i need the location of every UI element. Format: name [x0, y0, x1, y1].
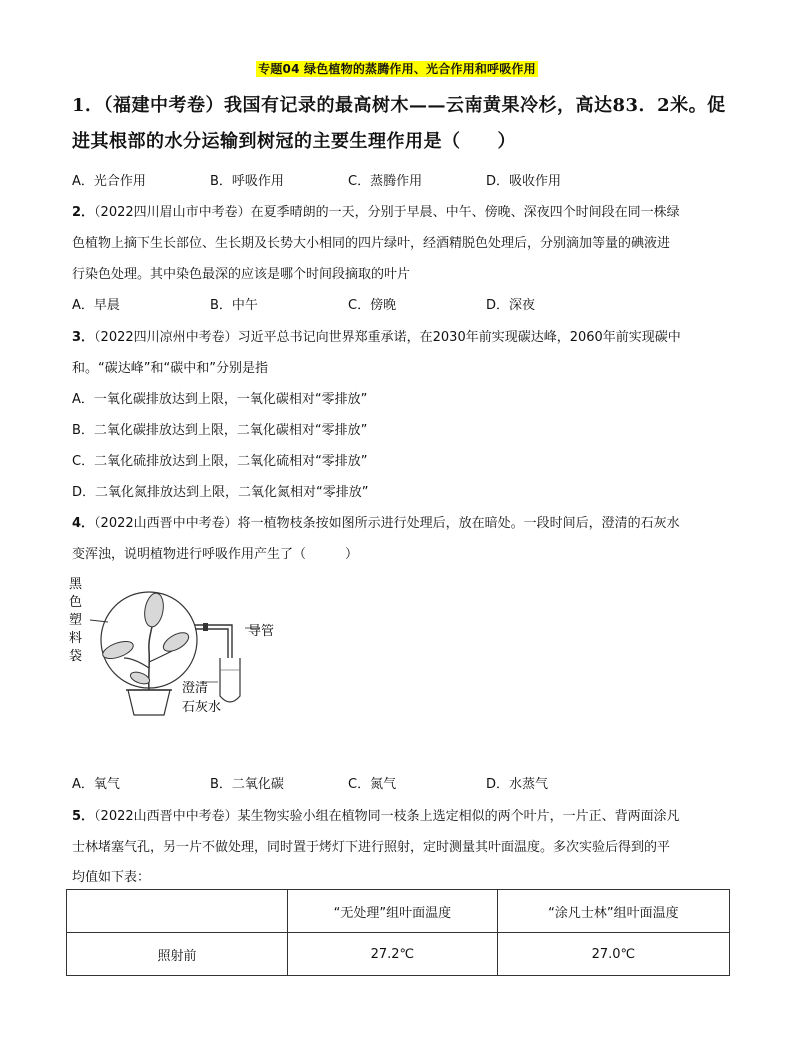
plant-branch-right [149, 650, 174, 662]
q5-number: 5． [72, 809, 95, 824]
q3-number: 3． [72, 330, 95, 345]
plant-branch-left [124, 658, 149, 668]
q2-option-a: A．早晨 [72, 298, 120, 313]
table-header-cell: “涂凡士林”组叶面温度 [497, 890, 729, 933]
bag-label-1: 黑 [69, 577, 83, 592]
q5-line-1 [72, 805, 680, 824]
q4-option-c: C．氮气 [348, 777, 397, 792]
q3-option-d: D．二氧化氮排放达到上限，二氧化氮相对“零排放” [72, 485, 369, 500]
q1-option-d: D．吸收作用 [486, 174, 562, 189]
question-1-text: 1．（福建中考卷）我国有记录的最高树木——云南黄果冷杉，高达83．2米。促进其根部的水分运输到树冠的主要生理作用是（ ） [72, 95, 726, 152]
leaf-right [160, 629, 191, 655]
q1-option-c: C．蒸腾作用 [348, 174, 423, 189]
bag-label-4: 料 [69, 631, 83, 646]
test-tube [220, 658, 240, 702]
page-title [0, 58, 794, 77]
q4-option-d: D．水蒸气 [486, 777, 549, 792]
table-row [67, 933, 730, 976]
bag-label-3: 塑 [69, 613, 83, 628]
q3-option-b: B．二氧化碳排放达到上限，二氧化碳相对“零排放” [72, 423, 368, 438]
q2-line-1-text: （2022四川眉山市中考卷）在夏季晴朗的一天，分别于早晨、中午、傍晚、深夜四个时间段在同一株绿 [94, 205, 680, 220]
limewater-label-1: 澄清 [182, 681, 209, 696]
q3-line-2: 和。“碳达峰”和“碳中和”分别是指 [72, 361, 268, 376]
tube-clamp [203, 623, 208, 631]
q3-line-1 [72, 326, 681, 345]
q4-option-a: A．氧气 [72, 777, 120, 792]
q3-line-1-text: （2022四川凉州中考卷）习近平总书记向世界郑重承诺，在2030年前实现碳达峰，2060年前实现碳中 [94, 330, 681, 345]
table-header-cell [67, 890, 288, 933]
q1-option-b: B．呼吸作用 [210, 174, 284, 189]
table-header-row [67, 890, 730, 933]
q5-line-3: 均值如下表： [72, 870, 151, 885]
q4-option-b: B．二氧化碳 [210, 777, 284, 792]
q2-option-b: B．中午 [210, 298, 258, 313]
flower-pot [128, 690, 170, 715]
q2-line-2: 色植物上摘下生长部位、生长期及长势大小相同的四片绿叶，经酒精脱色处理后，分别滴加等量的碘液进 [72, 236, 671, 251]
temperature-table [66, 889, 730, 976]
plant-experiment-figure [60, 570, 360, 730]
q5-line-2: 士林堵塞气孔，另一片不做处理，同时置于烤灯下进行照射，定时测量其叶面温度。多次实验后得到的平 [72, 840, 671, 855]
q2-line-3: 行染色处理。其中染色最深的应该是哪个时间段摘取的叶片 [72, 267, 411, 282]
page-title-text: 专题04 绿色植物的蒸腾作用、光合作用和呼吸作用 [258, 62, 536, 76]
bag-label-5: 袋 [69, 649, 83, 664]
leaf-bottom [129, 670, 151, 686]
q2-option-d: D．深夜 [486, 298, 536, 313]
table-cell: 27.0℃ [497, 933, 729, 976]
q4-number: 4． [72, 516, 95, 531]
q4-line-1-text: （2022山西晋中中考卷）将一植物枝条按如图所示进行处理后，放在暗处。一段时间后，澄清的石灰水 [94, 516, 680, 531]
q2-number: 2． [72, 205, 95, 220]
limewater-label-2: 石灰水 [182, 700, 222, 715]
q5-line-1-text: （2022山西晋中中考卷）某生物实验小组在植物同一枝条上选定相似的两个叶片，一片正、背两面涂凡 [94, 809, 680, 824]
tube-label: 导管 [248, 624, 275, 639]
q2-option-c: C．傍晚 [348, 298, 397, 313]
table-cell: 27.2℃ [288, 933, 498, 976]
q4-line-1 [72, 512, 680, 531]
q3-option-c: C．二氧化硫排放达到上限，二氧化硫相对“零排放” [72, 454, 368, 469]
q3-option-a: A．一氧化碳排放达到上限，一氧化碳相对“零排放” [72, 392, 368, 407]
table-cell: 照射前 [67, 933, 288, 976]
q2-line-1 [72, 201, 680, 220]
leaf-top [142, 592, 166, 629]
q4-line-2: 变浑浊，说明植物进行呼吸作用产生了（ ） [72, 547, 359, 562]
bag-label-2: 色 [69, 595, 83, 610]
table-header-cell: “无处理”组叶面温度 [288, 890, 498, 933]
q1-option-a: A．光合作用 [72, 174, 146, 189]
